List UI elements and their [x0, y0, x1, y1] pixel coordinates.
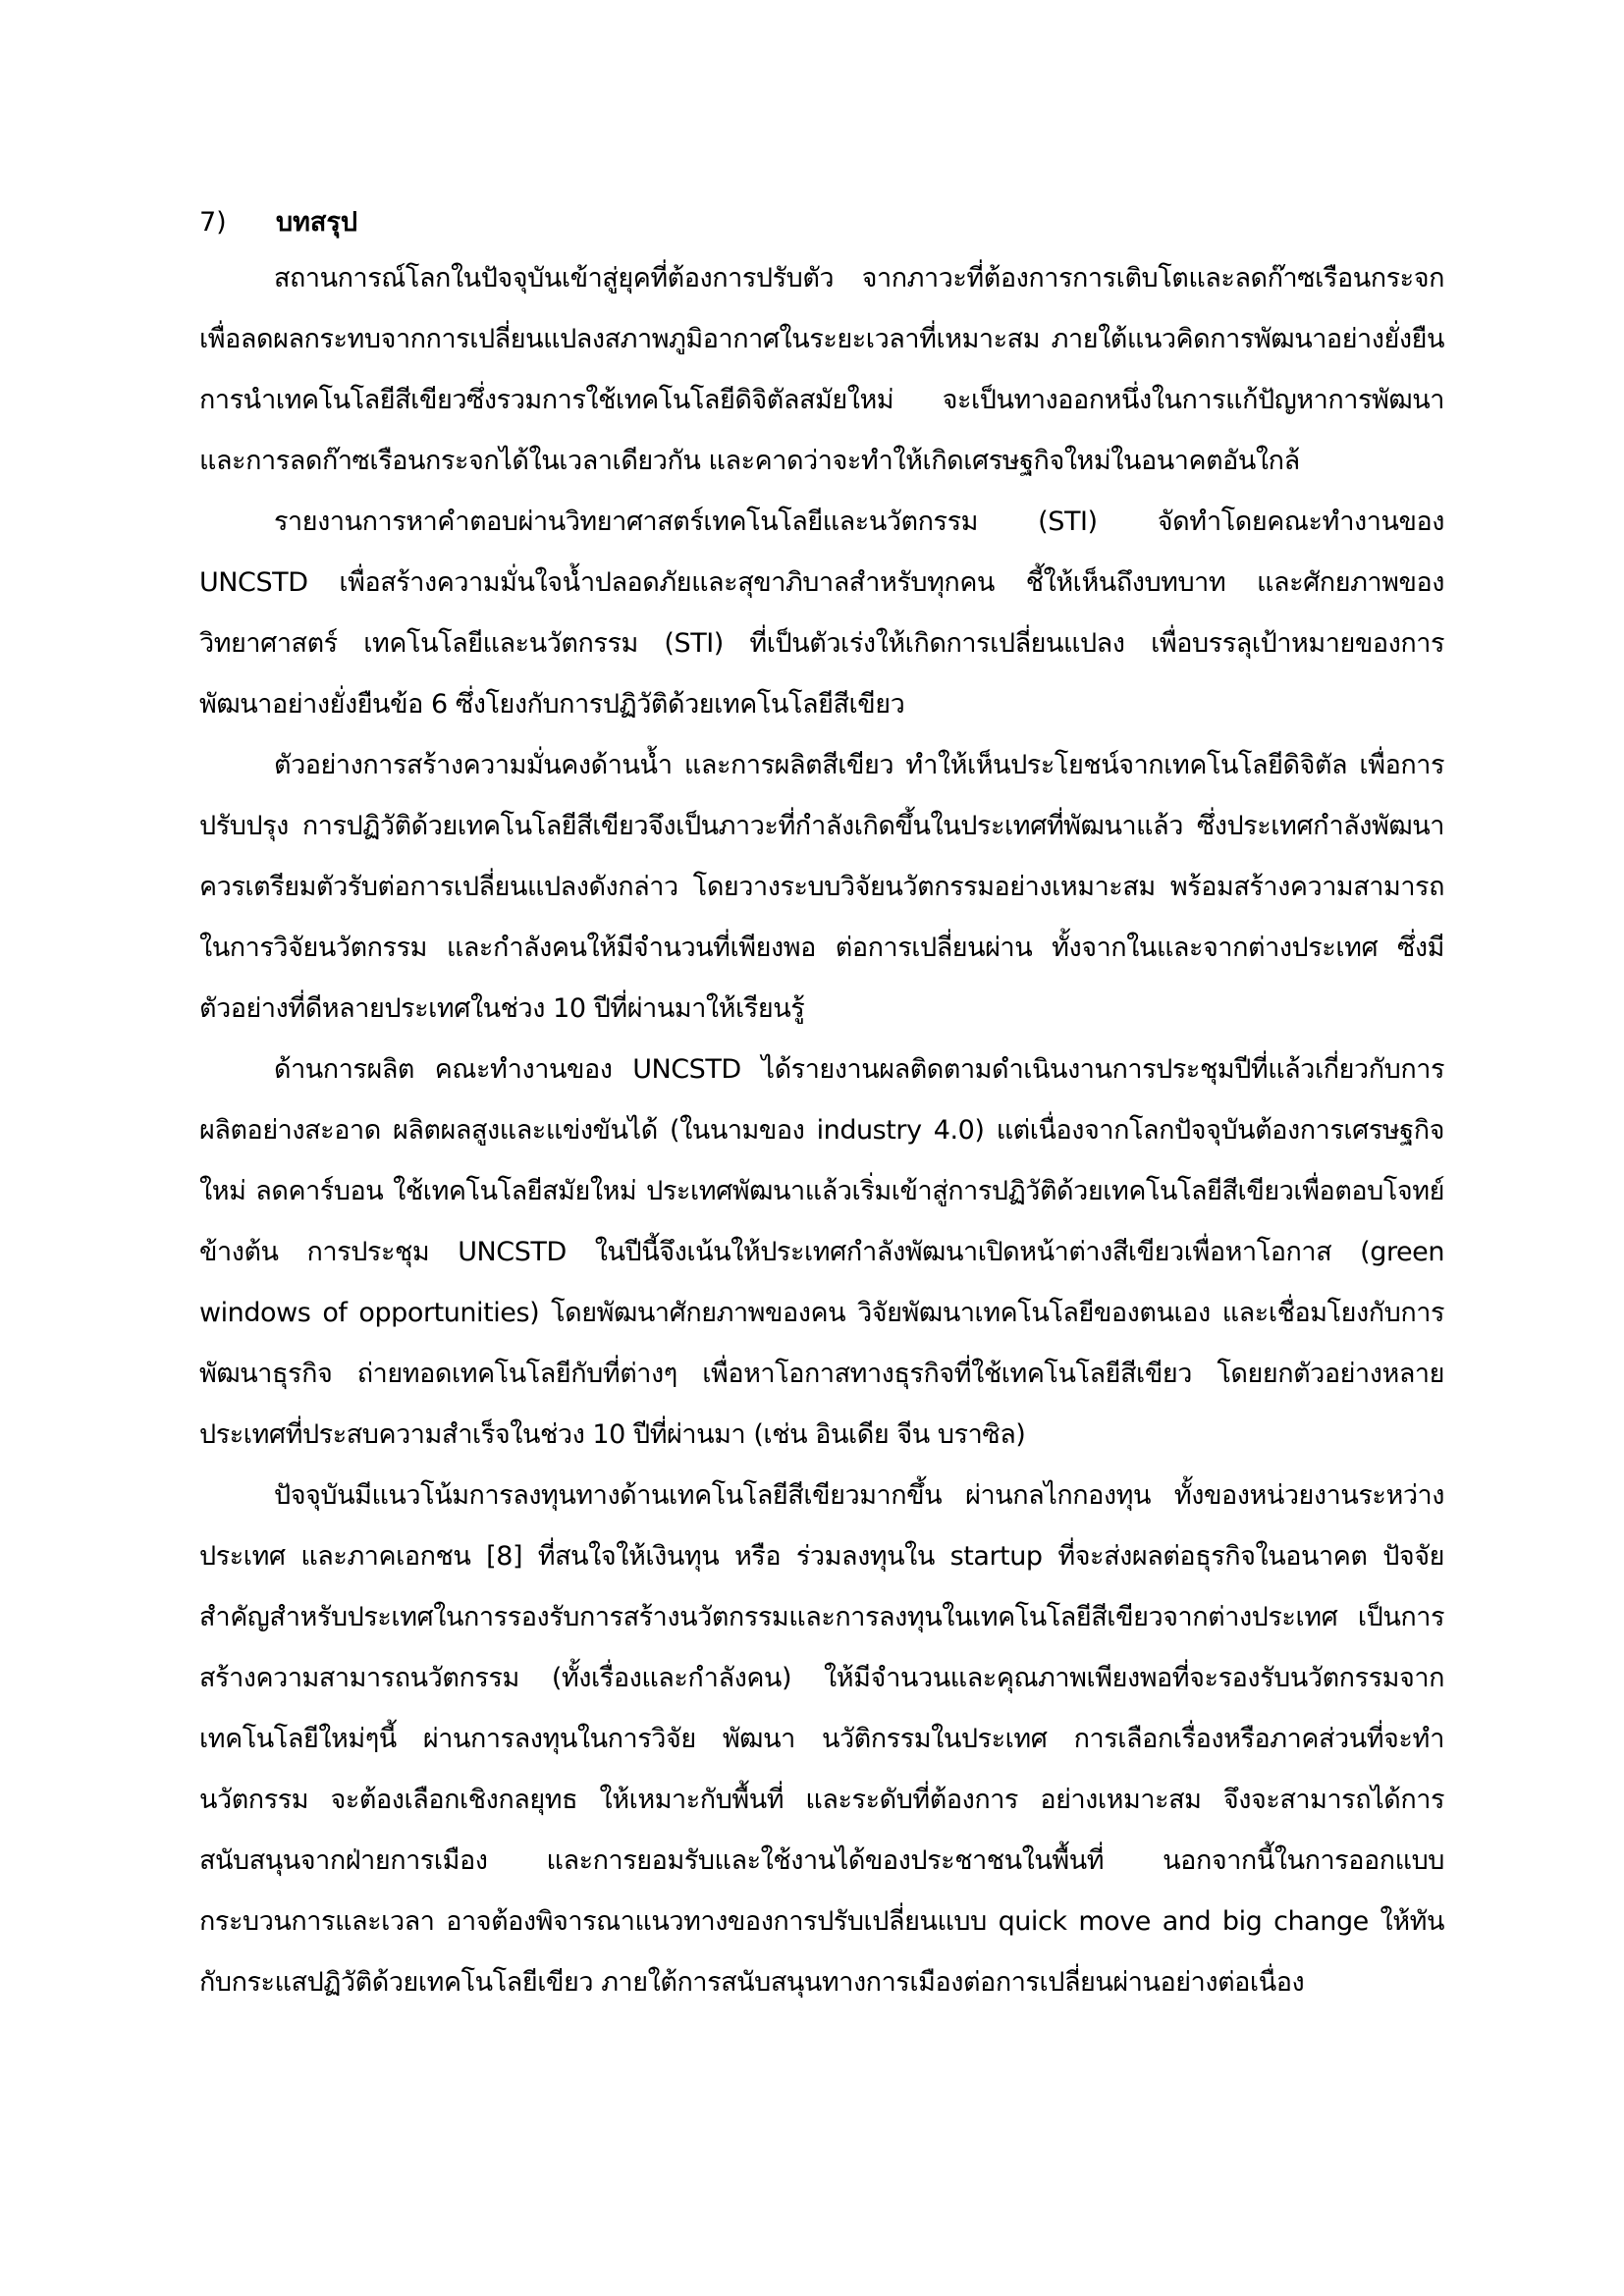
document-body	[199, 201, 1444, 2013]
paragraph-3: ตัวอย่างการสร้างความมั่นคงด้านน้ำ และการผลิตสีเขียว ทำให้เห็นประโยชน์จากเทคโนโลยีดิจิตัล เพื่อการปรับปรุง การปฏิวัติด้วยเทคโนโลยีสีเขียวจึงเป็นภาวะที่กำลังเกิดขึ้นในประเทศที่พัฒนาแล้ว ซึ่งประเทศกำลังพัฒนาควรเตรียมตัวรับต่อการเปลี่ยนแปลงดังกล่าว โดยวางระบบวิจัยนวัตกรรมอย่างเหมาะสม พร้อมสร้างความสามารถในการวิจัยนวัตกรรม และกำลังคนให้มีจำนวนที่เพียงพอ ต่อการเปลี่ยนผ่าน ทั้งจากในและจากต่างประเทศ ซึ่งมีตัวอย่างที่ดีหลายประเทศในช่วง 10 ปีที่ผ่านมาให้เรียนรู้	[199, 750, 1444, 1024]
paragraph-2: รายงานการหาคำตอบผ่านวิทยาศาสตร์เทคโนโลยีและนวัตกรรม (STI) จัดทำโดยคณะทำงานของ UNCSTD เพื่อสร้างความมั่นใจน้ำปลอดภัยและสุขาภิบาลสำหรับทุกคน ชี้ให้เห็นถึงบทบาท และศักยภาพของวิทยาศาสตร์ เทคโนโลยีและนวัตกรรม (STI) ที่เป็นตัวเร่งให้เกิดการเปลี่ยนแปลง เพื่อบรรลุเป้าหมายของการพัฒนาอย่างยั่งยืนข้อ 6 ซึ่งโยงกับการปฏิวัติด้วยเทคโนโลยีสีเขียว	[199, 507, 1444, 720]
paragraph-4: ด้านการผลิต คณะทำงานของ UNCSTD ได้รายงานผลติดตามดำเนินงานการประชุมปีที่แล้วเกี่ยวกับการผลิตอย่างสะอาด ผลิตผลสูงและแข่งขันได้ (ในนามของ industry 4.0) แต่เนื่องจากโลกปัจจุบันต้องการเศรษฐกิจใหม่ ลดคาร์บอน ใช้เทคโนโลยีสมัยใหม่ ประเทศพัฒนาแล้วเริ่มเข้าสู่การปฏิวัติด้วยเทคโนโลยีสีเขียวเพื่อตอบโจทย์ข้างต้น การประชุม UNCSTD ในปีนี้จึงเน้นให้ประเทศกำลังพัฒนาเปิดหน้าต่างสีเขียวเพื่อหาโอกาส (green windows of opportunities) โดยพัฒนาศักยภาพของคน วิจัยพัฒนาเทคโนโลยีของตนเอง และเชื่อมโยงกับการพัฒนาธุรกิจ ถ่ายทอดเทคโนโลยีกับที่ต่างๆ เพื่อหาโอกาสทางธุรกิจที่ใช้เทคโนโลยีสีเขียว โดยยกตัวอย่างหลายประเทศที่ประสบความสำเร็จในช่วง 10 ปีที่ผ่านมา (เช่น อินเดีย จีน บราซิล)	[199, 1054, 1444, 1450]
section-number: 7)	[199, 207, 227, 238]
paragraph-1: สถานการณ์โลกในปัจจุบันเข้าสู่ยุคที่ต้องการปรับตัว จากภาวะที่ต้องการการเติบโตและลดก๊าซเรือนกระจกเพื่อลดผลกระทบจากการเปลี่ยนแปลงสภาพภูมิอากาศในระยะเวลาที่เหมาะสม ภายใต้แนวคิดการพัฒนาอย่างยั่งยืน การนำเทคโนโลยีสีเขียวซึ่งรวมการใช้เทคโนโลยีดิจิตัลสมัยใหม่ จะเป็นทางออกหนึ่งในการแก้ปัญหาการพัฒนาและการลดก๊าซเรือนกระจกได้ในเวลาเดียวกัน และคาดว่าจะทำให้เกิดเศรษฐกิจใหม่ในอนาคตอันใกล้	[199, 263, 1444, 476]
paragraph-5: ปัจจุบันมีแนวโน้มการลงทุนทางด้านเทคโนโลยีสีเขียวมากขึ้น ผ่านกลไกกองทุน ทั้งของหน่วยงานระหว่างประเทศ และภาคเอกชน [8] ที่สนใจให้เงินทุน หรือ ร่วมลงทุนใน startup ที่จะส่งผลต่อธุรกิจในอนาคต ปัจจัยสำคัญสำหรับประเทศในการรองรับการสร้างนวัตกรรมและการลงทุนในเทคโนโลยีสีเขียวจากต่างประเทศ เป็นการสร้างความสามารถนวัตกรรม (ทั้งเรื่องและกำลังคน) ให้มีจำนวนและคุณภาพเพียงพอที่จะรองรับนวัตกรรมจากเทคโนโลยีใหม่ๆนี้ ผ่านการลงทุนในการวิจัย พัฒนา นวัติกรรมในประเทศ การเลือกเรื่องหรือภาคส่วนที่จะทำนวัตกรรม จะต้องเลือกเชิงกลยุทธ ให้เหมาะกับพื้นที่ และระดับที่ต้องการ อย่างเหมาะสม จึงจะสามารถได้การสนับสนุนจากฝ่ายการเมือง และการยอมรับและใช้งานได้ของประชาชนในพื้นที่ นอกจากนี้ในการออกแบบกระบวนการและเวลา อาจต้องพิจารณาแนวทางของการปรับเปลี่ยนแบบ quick move and big change ให้ทันกับกระแสปฏิวัติด้วยเทคโนโลยีเขียว ภายใต้การสนับสนุนทางการเมืองต่อการเปลี่ยนผ่านอย่างต่อเนื่อง	[199, 1480, 1444, 1998]
section-heading	[199, 201, 1444, 244]
section-title: บทสรุป	[276, 207, 358, 238]
